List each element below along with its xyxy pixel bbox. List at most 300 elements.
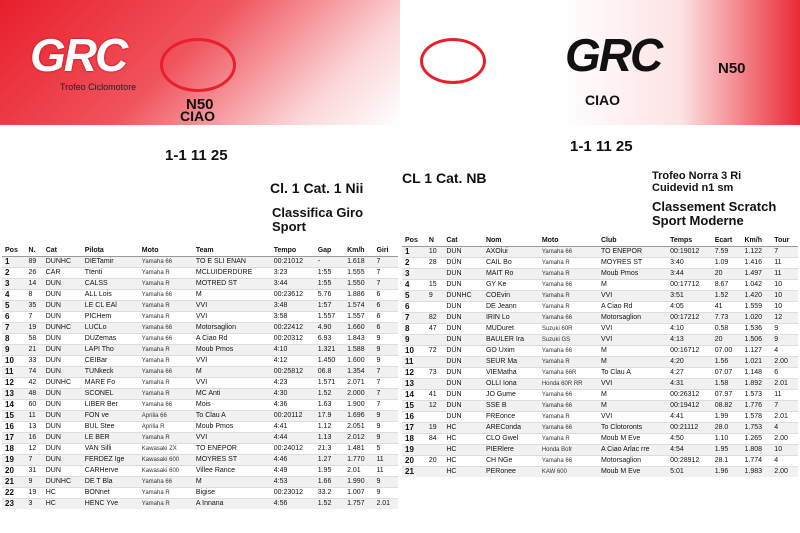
table-row	[2, 378, 398, 389]
cell-rider: CARHerve	[82, 466, 139, 477]
cell-pos: 10	[402, 346, 426, 357]
cell-num: 7	[26, 455, 43, 466]
cell-gap: 1:55	[315, 268, 344, 279]
table-row	[2, 367, 398, 378]
cell-bike: Yamaha 66	[139, 477, 193, 488]
cell-laps: 2.00	[771, 467, 798, 478]
cell-gap: 4.90	[315, 323, 344, 334]
cell-speed: 1.990	[344, 477, 373, 488]
cell-time: 00:23612	[271, 290, 315, 301]
cell-cat: HC	[43, 499, 82, 510]
cell-cat: DUN	[443, 412, 483, 423]
cell-gap: 1.52	[315, 389, 344, 400]
cell-time: 00:17212	[667, 313, 712, 324]
cell-speed: 1.536	[742, 324, 772, 335]
cell-time: 3:23	[271, 268, 315, 279]
cell-rider: ALL Lois	[82, 290, 139, 301]
cell-team: MOYRES ST	[598, 258, 667, 269]
cell-num: 33	[26, 356, 43, 367]
cell-gap: 1.56	[712, 357, 742, 368]
cell-speed: 1.588	[344, 345, 373, 356]
cell-rider: SEUR Ma	[483, 357, 539, 368]
cell-num: 42	[26, 378, 43, 389]
results-heading	[272, 206, 363, 234]
table-row	[402, 269, 798, 280]
cell-rider: VAN Silli	[82, 444, 139, 455]
cell-laps: 9	[771, 324, 798, 335]
cell-cat: DUN	[443, 269, 483, 280]
cell-laps: 2.01	[373, 499, 398, 510]
cell-rider: BAULER Ira	[483, 335, 539, 346]
cell-gap: 1.95	[315, 466, 344, 477]
cell-speed: 1.042	[742, 280, 772, 291]
cell-num: 9	[426, 291, 443, 302]
cell-gap: 0.58	[712, 324, 742, 335]
column-header: Cat	[43, 246, 82, 257]
cell-speed: 1.416	[742, 258, 772, 269]
cell-bike: Yamaha R	[539, 302, 598, 313]
cell-pos: 1	[402, 247, 426, 258]
cell-laps: 11	[771, 269, 798, 280]
cell-time: 00:20112	[271, 411, 315, 422]
column-header: Ecart	[712, 236, 742, 247]
table-row	[2, 455, 398, 466]
cell-team: TO E SLI ENAN	[193, 257, 271, 268]
column-header: Pos	[402, 236, 426, 247]
cell-pos: 2	[402, 258, 426, 269]
cell-num: 12	[426, 401, 443, 412]
cell-cat: HC	[443, 467, 483, 478]
cell-cat: HC	[443, 456, 483, 467]
cell-pos: 15	[2, 411, 26, 422]
cell-gap: 41	[712, 302, 742, 313]
event-date: 1-1 11 25	[570, 138, 633, 155]
cell-num: 28	[426, 258, 443, 269]
cell-team: TO ENEPOR	[193, 444, 271, 455]
cell-time: 3:48	[271, 301, 315, 312]
cell-team: VVI	[193, 378, 271, 389]
cell-cat: DUN	[443, 346, 483, 357]
event-date: 1-1 11 25	[165, 147, 228, 164]
cell-rider: DIETamir	[82, 257, 139, 268]
cell-pos: 21	[2, 477, 26, 488]
cell-pos: 14	[402, 390, 426, 401]
cell-bike: Yamaha R	[139, 488, 193, 499]
cell-laps: 2.00	[771, 434, 798, 445]
table-row	[2, 334, 398, 345]
cell-gap: 1.96	[712, 467, 742, 478]
event-banner-right	[400, 0, 800, 125]
cell-cat: DUN	[443, 258, 483, 269]
cell-speed: 2.012	[344, 433, 373, 444]
table-row	[2, 290, 398, 301]
cell-cat: DUNHC	[43, 477, 82, 488]
cell-num: 47	[426, 324, 443, 335]
cell-time: 4:50	[667, 434, 712, 445]
table-row	[2, 444, 398, 455]
cell-gap: 1:57	[315, 301, 344, 312]
cell-cat: DUN	[43, 279, 82, 290]
column-header: Temps	[667, 236, 712, 247]
cell-rider: BUL Stee	[82, 422, 139, 433]
table-row	[2, 257, 398, 268]
table-row	[402, 291, 798, 302]
cell-laps: 9	[373, 345, 398, 356]
cell-time: 4:41	[271, 422, 315, 433]
class-badge: N50	[718, 60, 746, 77]
cell-time: 00:24012	[271, 444, 315, 455]
cell-speed: 1.557	[344, 312, 373, 323]
cell-bike: Aprilia R	[139, 422, 193, 433]
cell-time: 4:54	[667, 445, 712, 456]
cell-cat: DUN	[43, 389, 82, 400]
cell-laps: 7	[771, 247, 798, 258]
cell-pos: 12	[402, 368, 426, 379]
heading-line-2: Sport Moderne	[652, 213, 744, 228]
cell-pos: 9	[2, 345, 26, 356]
cell-bike: Kawasaki 600	[139, 466, 193, 477]
cell-speed: 2.071	[344, 378, 373, 389]
cell-laps: 7	[373, 367, 398, 378]
cell-gap: 17.9	[315, 411, 344, 422]
cell-team: VVI	[193, 356, 271, 367]
cell-bike: Yamaha R	[139, 356, 193, 367]
cell-cat: DUN	[43, 334, 82, 345]
table-row	[402, 434, 798, 445]
cell-laps: 11	[373, 455, 398, 466]
table-row	[402, 412, 798, 423]
cell-time: 00:16712	[667, 346, 712, 357]
table-row	[402, 346, 798, 357]
cell-num	[426, 445, 443, 456]
cell-speed: 1.550	[344, 279, 373, 290]
table-row	[402, 357, 798, 368]
cell-gap: 1.66	[315, 477, 344, 488]
cell-team: To Clau A	[598, 368, 667, 379]
cell-speed: 1.618	[344, 257, 373, 268]
table-row	[2, 433, 398, 444]
cell-num: 7	[26, 312, 43, 323]
cell-gap: 1.10	[712, 434, 742, 445]
cell-rider: PICHem	[82, 312, 139, 323]
cell-num: 20	[426, 456, 443, 467]
cell-laps: 6	[771, 368, 798, 379]
cell-rider: CEIBar	[82, 356, 139, 367]
cell-speed: 1.578	[742, 412, 772, 423]
cell-num: 13	[26, 422, 43, 433]
cell-time: 4:13	[667, 335, 712, 346]
cell-gap: 1.63	[315, 400, 344, 411]
cell-pos: 9	[402, 335, 426, 346]
cell-num: 12	[26, 444, 43, 455]
results-table-right	[402, 236, 798, 477]
cell-team: MOTRED ST	[193, 279, 271, 290]
cell-gap: 07.07	[712, 368, 742, 379]
cell-laps: 9	[373, 433, 398, 444]
cell-bike: Yamaha R	[139, 433, 193, 444]
cell-team: VVI	[598, 335, 667, 346]
cell-cat: DUN	[443, 379, 483, 390]
cell-bike: Yamaha 66	[139, 290, 193, 301]
event-emblem-icon	[160, 38, 236, 92]
cell-gap: 5.76	[315, 290, 344, 301]
cell-laps: 7	[771, 401, 798, 412]
cell-pos: 10	[2, 356, 26, 367]
cell-rider: TUNkeck	[82, 367, 139, 378]
cell-speed: 1.753	[742, 423, 772, 434]
cell-cat: DUNHC	[43, 378, 82, 389]
cell-rider: GY Ke	[483, 280, 539, 291]
cell-laps: 2.00	[771, 357, 798, 368]
cell-pos: 19	[402, 445, 426, 456]
cell-gap: 20	[712, 335, 742, 346]
cell-speed: 1.481	[344, 444, 373, 455]
cell-rider: DUZemas	[82, 334, 139, 345]
cell-num	[426, 467, 443, 478]
cell-pos: 11	[2, 367, 26, 378]
cell-team: Motorsaglion	[598, 456, 667, 467]
cell-pos: 16	[2, 422, 26, 433]
cell-gap: 1.321	[315, 345, 344, 356]
cell-cat: HC	[443, 445, 483, 456]
cell-bike: Yamaha 66	[539, 456, 598, 467]
cell-team: VVI	[598, 412, 667, 423]
cell-time: 4:53	[271, 477, 315, 488]
cell-team: A Innana	[193, 499, 271, 510]
cell-num: 11	[26, 411, 43, 422]
cell-time: 4:46	[271, 455, 315, 466]
table-row	[402, 313, 798, 324]
cell-num: 35	[26, 301, 43, 312]
cell-bike: Yamaha R	[139, 268, 193, 279]
cell-time: 4:30	[271, 389, 315, 400]
cell-cat: DUN	[43, 422, 82, 433]
cell-rider: LAPI Tho	[82, 345, 139, 356]
cell-laps: 7	[373, 389, 398, 400]
cell-bike: Yamaha 66	[539, 313, 598, 324]
cell-bike: Yamaha 66R	[539, 368, 598, 379]
cell-time: 4:41	[667, 412, 712, 423]
cell-gap: 1.52	[315, 499, 344, 510]
cell-rider: CH NGe	[483, 456, 539, 467]
heading-line-1: Classement Scratch	[652, 199, 777, 214]
cell-pos: 6	[402, 302, 426, 313]
cell-bike: KAW 600	[539, 467, 598, 478]
cell-num: 19	[426, 423, 443, 434]
cell-bike: Yamaha R	[139, 389, 193, 400]
cell-bike: Yamaha R	[139, 378, 193, 389]
cell-time: 3:58	[271, 312, 315, 323]
cell-rider: OLLI Iona	[483, 379, 539, 390]
cell-speed: 1.776	[742, 401, 772, 412]
cell-cat: HC	[443, 434, 483, 445]
table-row	[2, 301, 398, 312]
cell-cat: DUN	[443, 335, 483, 346]
cell-bike: Suzuki GS	[539, 335, 598, 346]
cell-team: A Ciao Rd	[193, 334, 271, 345]
column-header: Km/h	[742, 236, 772, 247]
cell-speed: 1.892	[742, 379, 772, 390]
cell-gap: 06.8	[315, 367, 344, 378]
cell-team: VVI	[193, 433, 271, 444]
cell-team: Moub M Eve	[598, 434, 667, 445]
cell-pos: 3	[2, 279, 26, 290]
cell-num	[426, 269, 443, 280]
cell-laps: 6	[373, 301, 398, 312]
cell-bike: Yamaha R	[539, 291, 598, 302]
table-header-row	[402, 236, 798, 247]
cell-rider: DE Jeann	[483, 302, 539, 313]
cell-team: A Ciao Arlac rre	[598, 445, 667, 456]
cell-speed: 1.020	[742, 313, 772, 324]
cell-cat: DUN	[43, 312, 82, 323]
cell-cat: DUN	[443, 368, 483, 379]
cell-gap: 1.571	[315, 378, 344, 389]
cell-gap: 1.27	[315, 455, 344, 466]
cell-laps: 4	[771, 423, 798, 434]
cell-laps: 7	[373, 268, 398, 279]
cell-pos: 17	[402, 423, 426, 434]
cell-num: 19	[26, 323, 43, 334]
cell-cat: DUN	[443, 313, 483, 324]
cell-rider: COEvin	[483, 291, 539, 302]
cell-pos: 20	[402, 456, 426, 467]
cell-bike: Kawasaki 600	[139, 455, 193, 466]
cell-cat: DUN	[443, 401, 483, 412]
cell-bike: Suzuki 60R	[539, 324, 598, 335]
cell-time: 00:22412	[271, 323, 315, 334]
cell-gap: 1.95	[712, 445, 742, 456]
column-header: Nom	[483, 236, 539, 247]
results-heading	[652, 200, 776, 228]
cell-team: To Clau A	[193, 411, 271, 422]
cell-speed: 1.886	[344, 290, 373, 301]
cell-num: 89	[26, 257, 43, 268]
cell-speed: 1.574	[344, 301, 373, 312]
cell-time: 00:25812	[271, 367, 315, 378]
cell-team: VVI	[598, 324, 667, 335]
results-sheet-right	[400, 0, 800, 533]
cell-num: 9	[26, 477, 43, 488]
cell-num	[426, 335, 443, 346]
cell-bike: Yamaha R	[139, 312, 193, 323]
cell-num: 82	[426, 313, 443, 324]
cell-team: MOYRES ST	[193, 455, 271, 466]
cell-rider: PERonee	[483, 467, 539, 478]
cell-team: VVI	[598, 379, 667, 390]
table-row	[2, 389, 398, 400]
cell-gap: 7.59	[712, 247, 742, 258]
cell-rider: FON ve	[82, 411, 139, 422]
table-row	[2, 400, 398, 411]
cell-rider: LIBER Ber	[82, 400, 139, 411]
cell-laps: 10	[771, 280, 798, 291]
cell-team: M	[193, 477, 271, 488]
cell-cat: DUN	[443, 324, 483, 335]
cell-speed: 1.420	[742, 291, 772, 302]
event-title: CIAO	[180, 108, 215, 124]
results-table-left	[2, 246, 398, 509]
cell-pos: 11	[402, 357, 426, 368]
cell-time: 3:44	[667, 269, 712, 280]
cell-gap: 08.82	[712, 401, 742, 412]
cell-laps: 6	[373, 290, 398, 301]
cell-laps: 11	[771, 390, 798, 401]
cell-bike: Yamaha R	[539, 269, 598, 280]
cell-pos: 18	[402, 434, 426, 445]
cell-num: 8	[26, 290, 43, 301]
table-row	[2, 345, 398, 356]
cell-team: TO ENEPOR	[598, 247, 667, 258]
cell-rider: JO Gume	[483, 390, 539, 401]
cell-speed: 2.01	[344, 466, 373, 477]
table-row	[402, 280, 798, 291]
cell-rider: IRIN Lo	[483, 313, 539, 324]
cell-laps: 9	[373, 334, 398, 345]
cell-laps: 7	[373, 257, 398, 268]
cell-num: 73	[426, 368, 443, 379]
cell-gap: 1.09	[712, 258, 742, 269]
cell-bike: Yamaha R	[139, 301, 193, 312]
heading-line-2: Sport	[272, 219, 306, 234]
cell-num: 41	[426, 390, 443, 401]
table-row	[402, 456, 798, 467]
cell-time: 4:05	[667, 302, 712, 313]
table-row	[402, 379, 798, 390]
cell-gap: -	[315, 257, 344, 268]
table-row	[2, 488, 398, 499]
cell-pos: 3	[402, 269, 426, 280]
cell-time: 3:40	[667, 258, 712, 269]
column-header: Tour	[771, 236, 798, 247]
heading-line-1: Classifica Giro	[272, 205, 364, 220]
cell-bike: Yamaha R	[539, 412, 598, 423]
cell-team: M	[193, 290, 271, 301]
cell-time: 4:44	[271, 433, 315, 444]
cell-laps: 7	[373, 400, 398, 411]
cell-time: 00:20312	[271, 334, 315, 345]
cell-time: 4:23	[271, 378, 315, 389]
cell-laps: 4	[771, 456, 798, 467]
cell-time: 4:10	[667, 324, 712, 335]
event-logo: GRC	[30, 29, 127, 81]
event-banner-left	[0, 0, 400, 125]
cell-bike: Yamaha 66	[539, 247, 598, 258]
cell-speed: 1.696	[344, 411, 373, 422]
cell-speed: 1.774	[742, 456, 772, 467]
cell-cat: DUN	[43, 444, 82, 455]
event-title: CIAO	[585, 92, 620, 108]
cell-laps: 9	[373, 356, 398, 367]
cell-pos: 18	[2, 444, 26, 455]
cell-team: MCLUIDERDURE	[193, 268, 271, 279]
cell-speed: 1.555	[344, 268, 373, 279]
cell-gap: 7.73	[712, 313, 742, 324]
cell-pos: 17	[2, 433, 26, 444]
cell-time: 4:12	[271, 356, 315, 367]
cell-num: 19	[26, 488, 43, 499]
cell-rider: VIEMatha	[483, 368, 539, 379]
cell-laps: 2.01	[771, 379, 798, 390]
cell-rider: SSE B	[483, 401, 539, 412]
cell-cat: DUN	[43, 367, 82, 378]
table-header-row	[2, 246, 398, 257]
cell-pos: 21	[402, 467, 426, 478]
cell-speed: 1.021	[742, 357, 772, 368]
cell-bike: Yamaha 66	[539, 346, 598, 357]
cell-time: 3:51	[667, 291, 712, 302]
cell-rider: FERDEZ Ige	[82, 455, 139, 466]
